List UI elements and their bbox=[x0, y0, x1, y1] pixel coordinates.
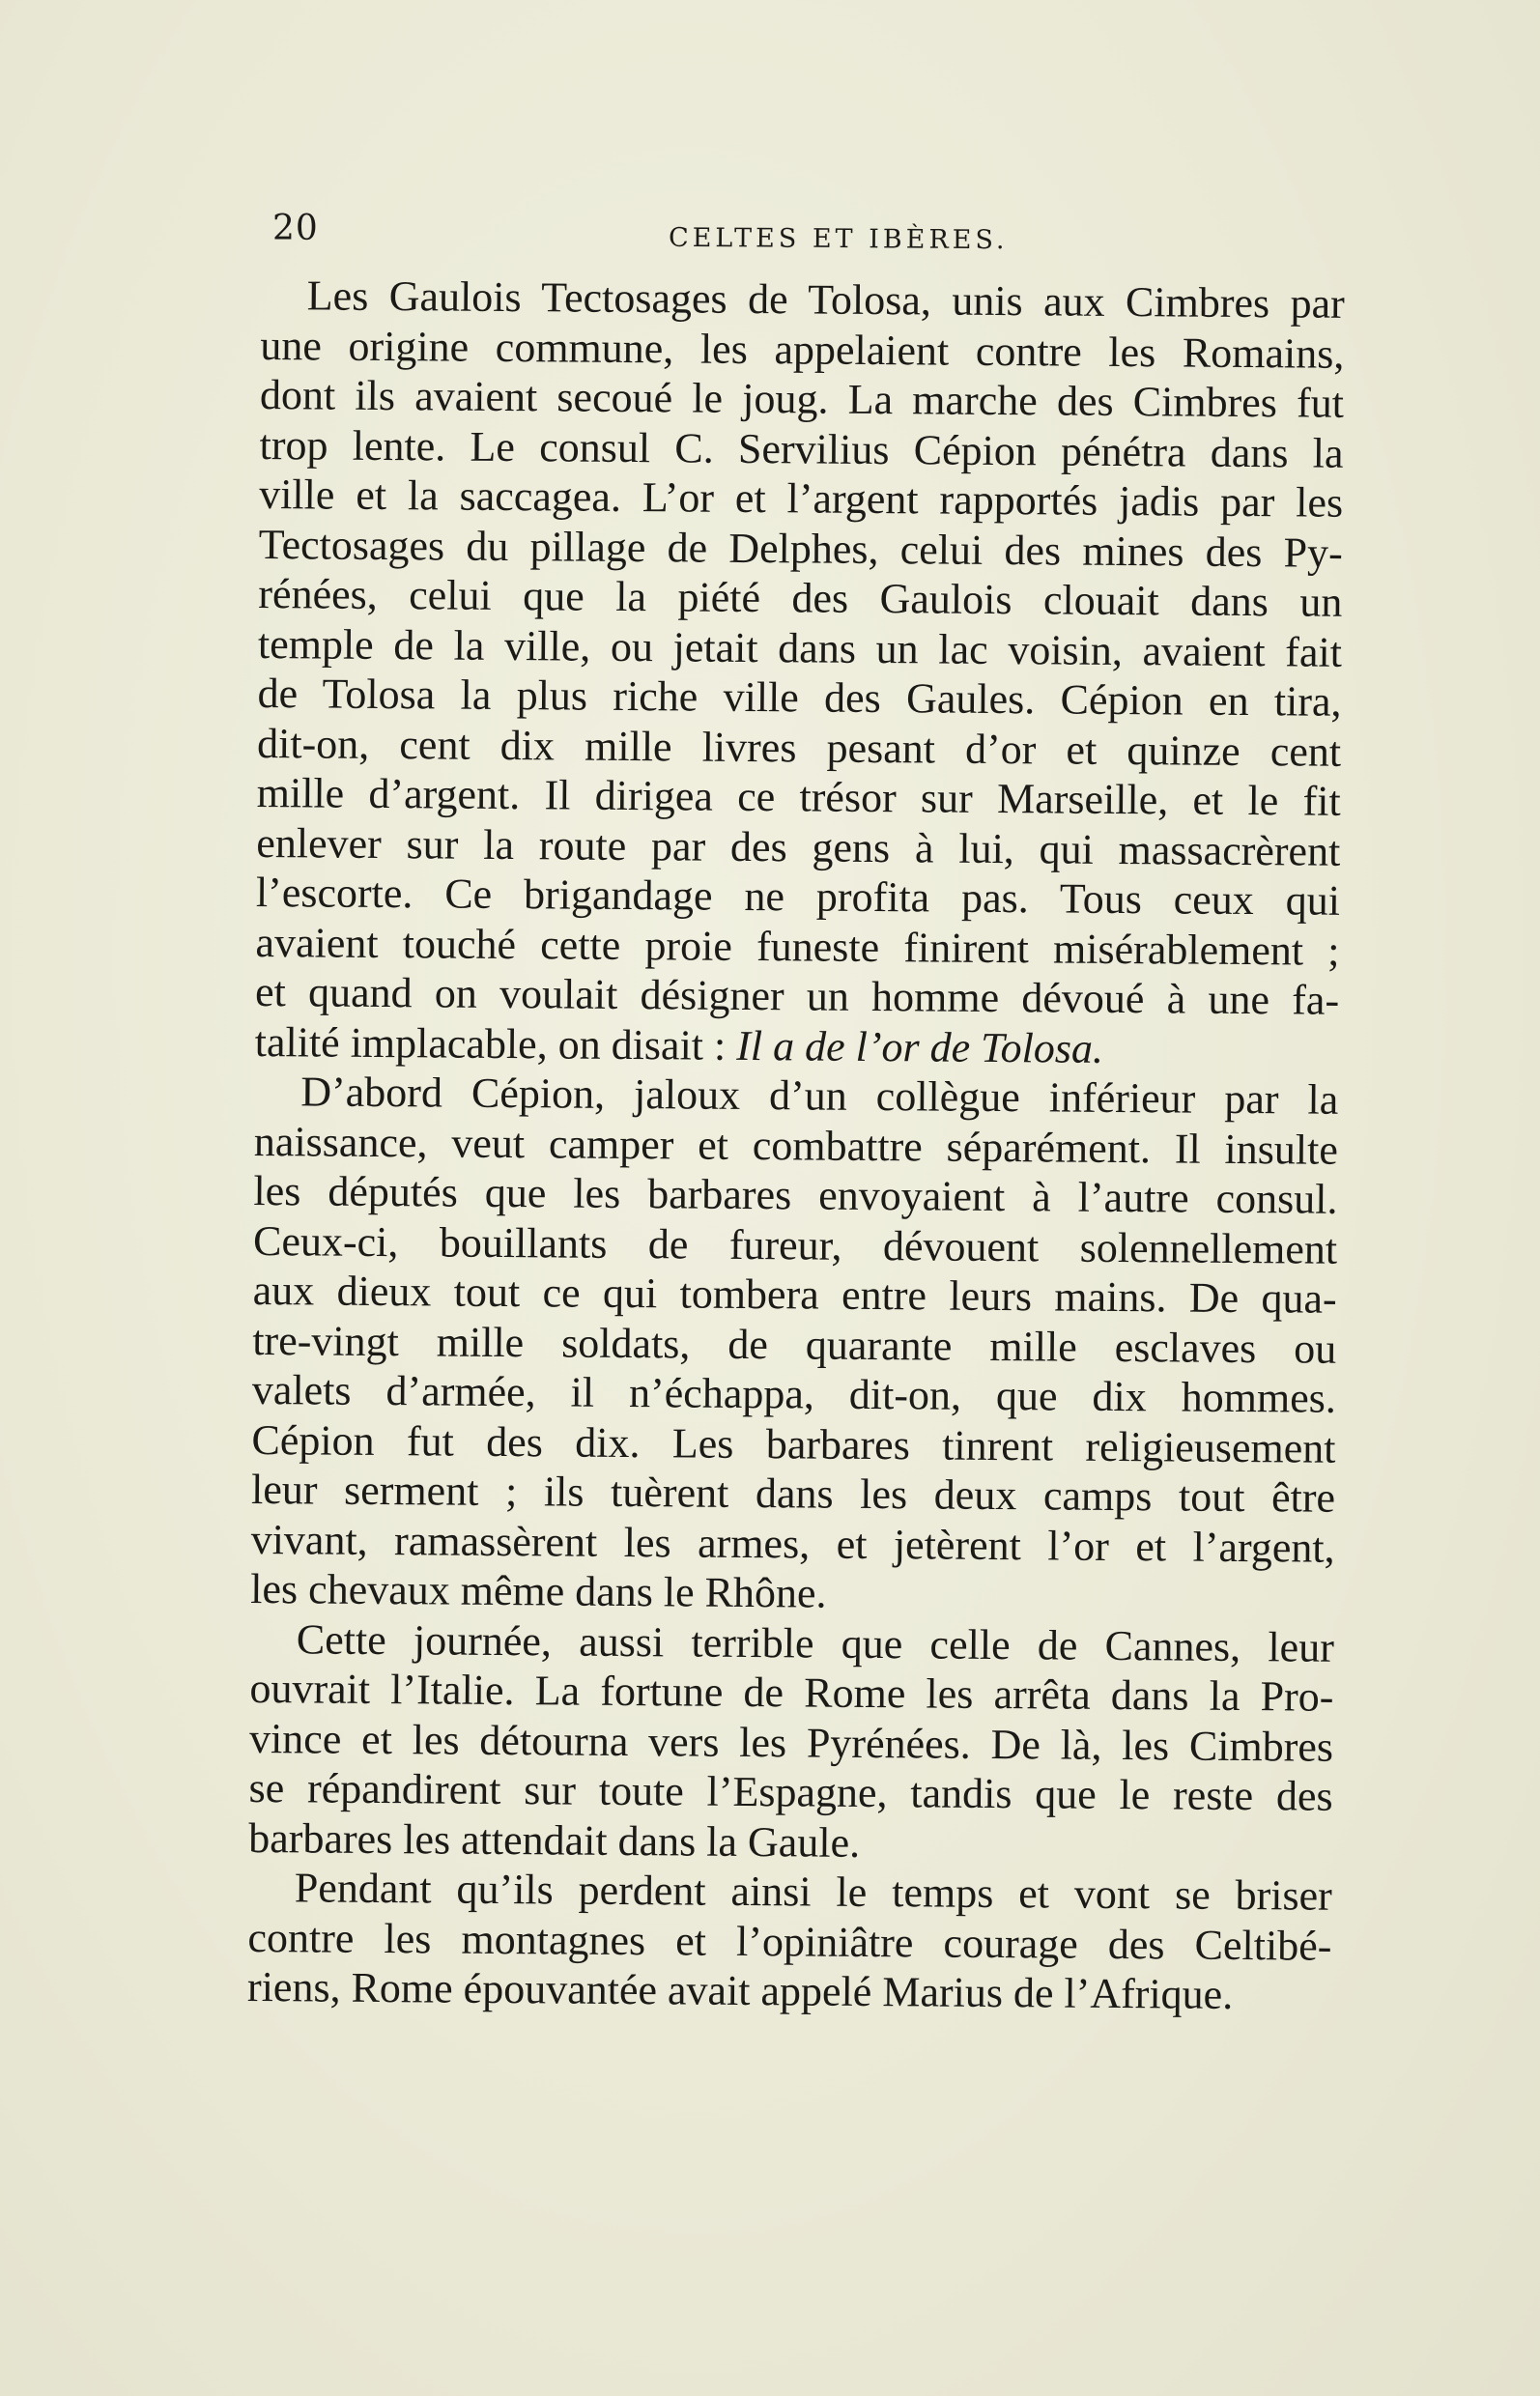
text-line: temple de la ville, ou jetait dans un lac voisin, avaient fait bbox=[257, 619, 1343, 676]
text-line: ouvrait l’Italie. La fortune de Rome les arrêta dans la Pro- bbox=[249, 1664, 1334, 1721]
text-line: les chevaux même dans le Rhône. bbox=[250, 1564, 827, 1617]
text-line: rénées, celui que la piété des Gaulois clouait dans un bbox=[258, 569, 1343, 626]
text-line: D’abord Cépion, jaloux d’un collègue inférieur par la bbox=[300, 1068, 1339, 1124]
text-line: Cépion fut des dix. Les barbares tinrent religieusement bbox=[251, 1415, 1336, 1472]
text-line-prefix: talité implacable, on disait : bbox=[254, 1017, 737, 1070]
page-header bbox=[272, 205, 1355, 256]
text-line: valets d’armée, il n’échappa, dit-on, que dix hommes. bbox=[251, 1365, 1337, 1422]
text-line: tre-vingt mille soldats, de quarante mille esclaves ou bbox=[252, 1316, 1337, 1373]
paragraph-3 bbox=[248, 1613, 1334, 1870]
paragraph-4 bbox=[247, 1863, 1332, 2020]
text-line: une origine commune, les appelaient contre les Romains, bbox=[260, 321, 1345, 378]
page-number: 20 bbox=[272, 209, 319, 248]
paragraph-1 bbox=[255, 271, 1345, 1075]
text-line: contre les montagnes et l’opiniâtre courage des Celtibé- bbox=[247, 1913, 1332, 1970]
text-line: Les Gaulois Tectosages de Tolosa, unis aux Cimbres par bbox=[306, 271, 1345, 328]
text-line: dont ils avaient secoué le joug. La marche des Cimbres fut bbox=[259, 370, 1345, 427]
text-line: riens, Rome épouvantée avait appelé Marius de l’Afrique. bbox=[246, 1962, 1234, 2018]
text-line: l’escorte. Ce brigandage ne profita pas. Tous ceux qui bbox=[255, 868, 1341, 925]
text-line: et quand on voulait désigner un homme dévoué à une fa- bbox=[254, 967, 1340, 1024]
running-title: CELTES ET IBÈRES. bbox=[668, 222, 1009, 256]
text-line: les députés que les barbares envoyaient à l’autre consul. bbox=[253, 1166, 1338, 1223]
text-line: barbares les attendait dans la Gaule. bbox=[248, 1813, 861, 1867]
text-line: se répandirent sur toute l’Espagne, tandis que le reste des bbox=[248, 1763, 1333, 1820]
text-line: enlever sur la route par des gens à lui, qui massacrèrent bbox=[256, 818, 1341, 875]
text-line: de Tolosa la plus riche ville des Gaules. Cépion en tira, bbox=[257, 669, 1342, 726]
text-line: leur serment ; ils tuèrent dans les deux camps tout être bbox=[250, 1465, 1336, 1522]
text-line: Ceux-ci, bouillants de fureur, dévouent solennellement bbox=[252, 1216, 1338, 1273]
text-line: Cette journée, aussi terrible que celle de Cannes, leur bbox=[296, 1614, 1335, 1671]
text-line: Tectosages du pillage de Delphes, celui des mines des Py- bbox=[258, 520, 1343, 577]
text-line: naissance, veut camper et combattre séparément. Il insulte bbox=[253, 1117, 1339, 1174]
italic-quote: Il a de l’or de Tolosa. bbox=[736, 1021, 1104, 1072]
text-line: Pendant qu’ils perdent ainsi le temps et vont se briser bbox=[294, 1864, 1333, 1920]
text-line: avaient touché cette proie funeste finirent misérablement ; bbox=[255, 918, 1340, 975]
text-line: mille d’argent. Il dirigea ce trésor sur Marseille, et le fit bbox=[256, 768, 1341, 825]
text-line: trop lente. Le consul C. Servilius Cépion pénétra dans la bbox=[259, 420, 1344, 477]
text-line: vince et les détourna vers les Pyrénées. De là, les Cimbres bbox=[248, 1714, 1334, 1771]
text-line: vivant, ramassèrent les armes, et jetèrent l’or et l’argent, bbox=[250, 1515, 1335, 1572]
text-line: ville et la saccagea. L’or et l’argent rapportés jadis par les bbox=[258, 470, 1344, 527]
text-line: aux dieux tout ce qui tombera entre leurs mains. De qua- bbox=[252, 1266, 1337, 1323]
paragraph-2 bbox=[250, 1067, 1338, 1622]
text-line bbox=[255, 1016, 1339, 1074]
text-line: dit-on, cent dix mille livres pesant d’or et quinze cent bbox=[256, 719, 1342, 776]
body-text bbox=[247, 271, 1345, 2020]
